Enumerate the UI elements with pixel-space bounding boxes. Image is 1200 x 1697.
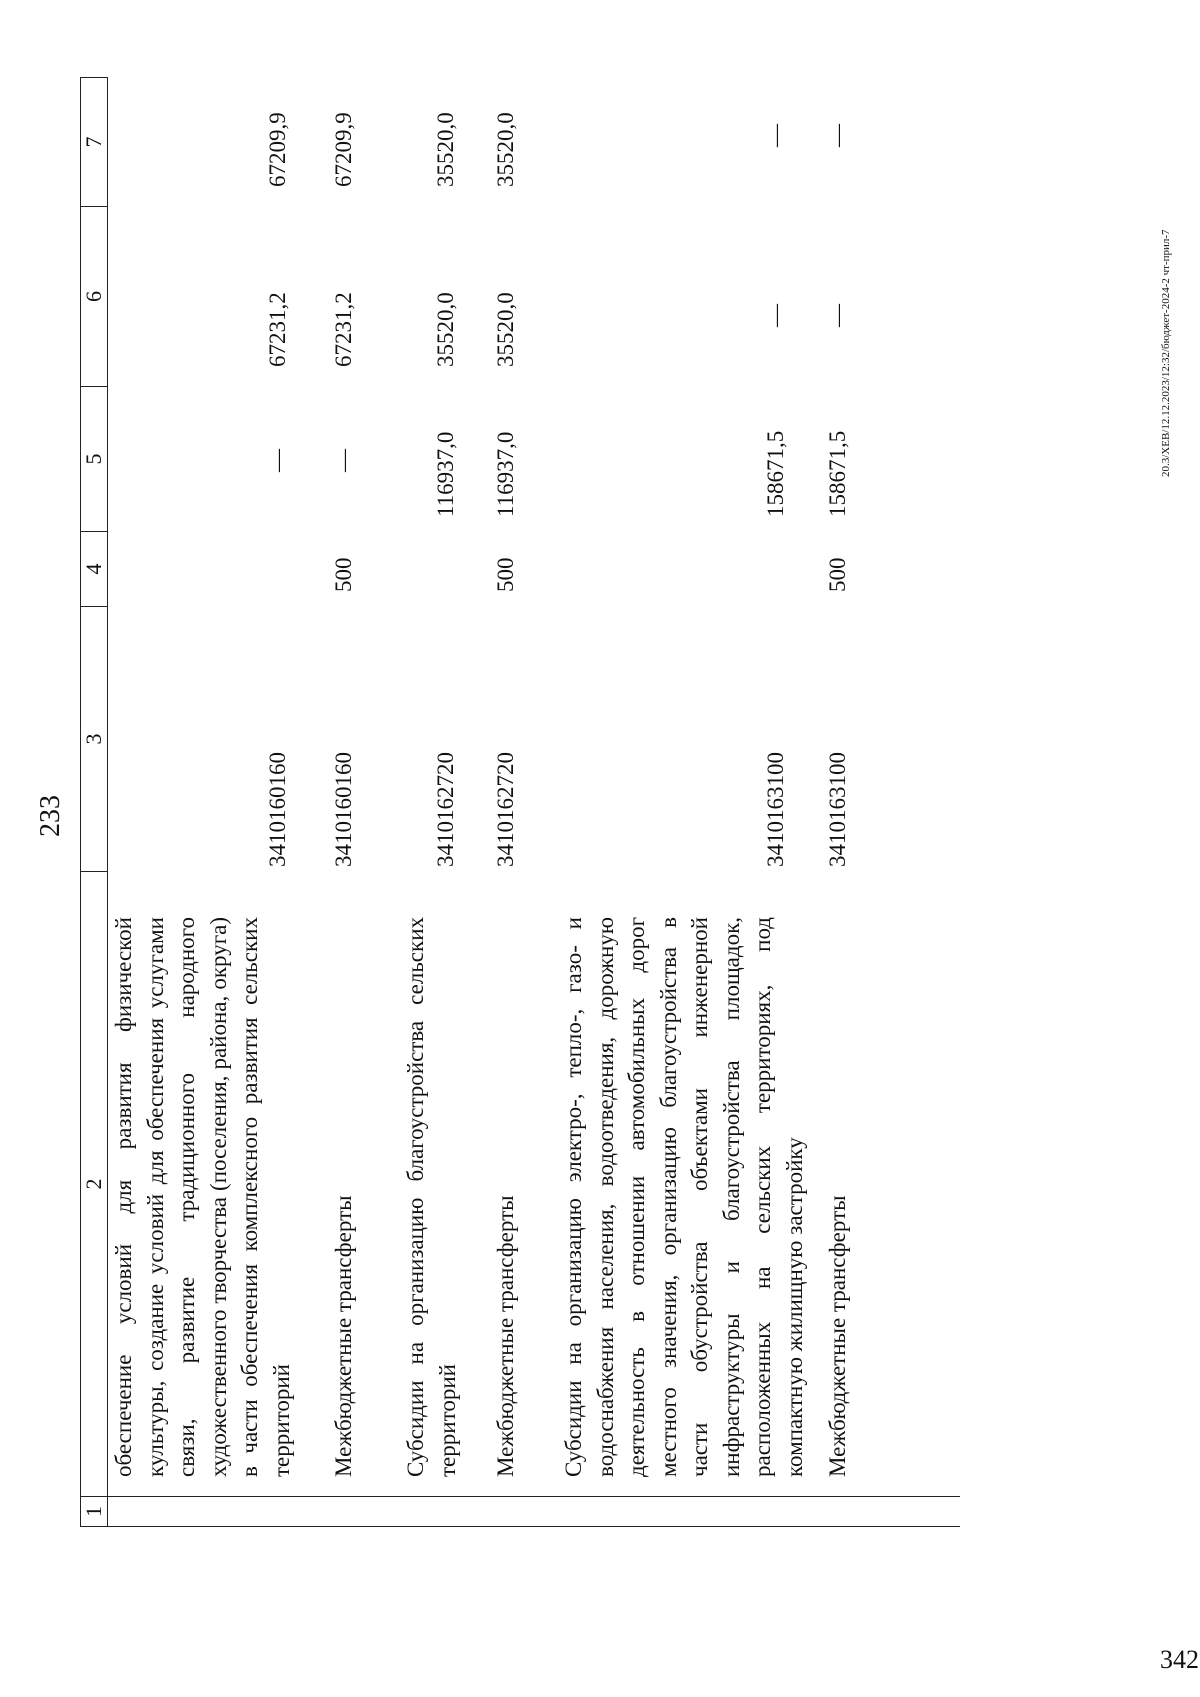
row-2-col5: — <box>331 449 356 472</box>
header-col-2: 2 <box>80 872 108 1497</box>
row-4-col5: 116937,0 <box>493 431 518 517</box>
row-6-col6: — <box>825 304 850 327</box>
row-3-code: 3410162720 <box>433 752 458 867</box>
row-6-description: Межбюджетные трансферты <box>825 1195 850 1477</box>
row-6-type: 500 <box>825 557 850 592</box>
row-1-description: обеспечение условий для развития физической культуры, создание условий для обеспечения услугами связи, развитие традиционного народного художественного творчества (поселения, района, округа) в части обеспечения комплексного развития сельских территорий <box>111 917 294 1477</box>
header-col-1: 1 <box>80 1497 108 1527</box>
row-5-code: 3410163100 <box>763 752 788 867</box>
row-2-code: 3410160160 <box>331 752 356 867</box>
header-col-3: 3 <box>80 607 108 872</box>
row-4-col6: 35520,0 <box>493 292 518 367</box>
row-4-code: 3410162720 <box>493 752 518 867</box>
row-4-col7: 35520,0 <box>493 112 518 187</box>
budget-table <box>80 77 960 1527</box>
header-col-4: 4 <box>80 532 108 607</box>
sheet-number: 342 <box>1160 1645 1199 1674</box>
row-3-col6: 35520,0 <box>433 292 458 367</box>
row-2-type: 500 <box>331 557 356 592</box>
header-col-6: 6 <box>80 207 108 387</box>
row-3-col7: 35520,0 <box>433 112 458 187</box>
row-5-col6: — <box>763 304 788 327</box>
row-2-description: Межбюджетные трансферты <box>331 1195 356 1477</box>
row-4-type: 500 <box>493 557 518 592</box>
row-5-col5: 158671,5 <box>763 430 788 517</box>
document-stamp: 20.3/ХЕВ/12.12.2023/12:32/бюджет-2024-2 чт-прил-7 <box>1160 229 1172 477</box>
row-5-description: Субсидии на организацию электро-, тепло-, газо- и водоснабжения населения, водоотведения, дорожную деятельность в отношении автомобильных дорог местного значения, организацию благоустройства в части обустройства объектами инженерной инфраструктуры и благоустройства площадок, расположенных на сельских территориях, под компактную жилищную застройку <box>561 917 807 1477</box>
row-1-col7: 67209,9 <box>265 112 290 187</box>
header-col-7: 7 <box>80 77 108 207</box>
row-1-col6: 67231,2 <box>265 292 290 367</box>
col-1-divider <box>80 1496 960 1497</box>
row-6-col7: — <box>825 124 850 147</box>
page-number: 233 <box>35 795 66 837</box>
table-left-border <box>80 1526 960 1527</box>
row-2-col7: 67209,9 <box>331 112 356 187</box>
row-6-col5: 158671,5 <box>825 430 850 517</box>
row-1-col5: — <box>265 449 290 472</box>
row-4-description: Межбюджетные трансферты <box>493 1195 518 1477</box>
row-6-code: 3410163100 <box>825 752 850 867</box>
row-1-code: 3410160160 <box>265 752 290 867</box>
row-5-col7: — <box>763 124 788 147</box>
row-3-col5: 116937,0 <box>433 431 458 517</box>
row-2-col6: 67231,2 <box>331 292 356 367</box>
header-col-5: 5 <box>80 387 108 532</box>
row-3-description: Субсидии на организацию благоустройства сельских территорий <box>403 917 460 1477</box>
